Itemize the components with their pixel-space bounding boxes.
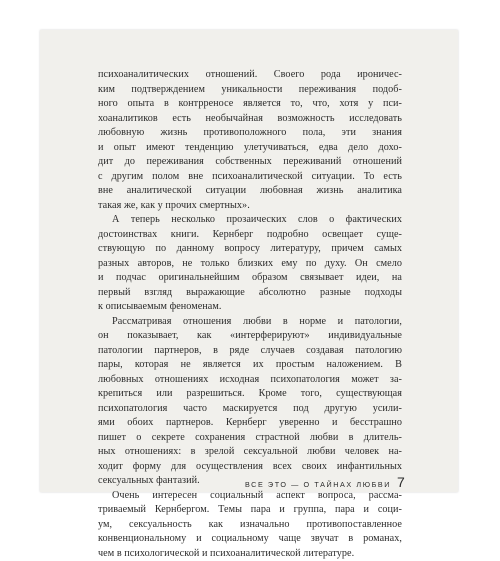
text-line: Рассматривая отношения любви в норме и патологии, (98, 315, 402, 330)
text-line: пары, которая не является их простым наложением. В (98, 358, 402, 373)
text-line: ум, сексуальность как изначально противопоставленное (98, 518, 402, 533)
text-line: триваемый Кернбергом. Темы пара и группа, пара и соци- (98, 503, 402, 518)
page-number: 7 (397, 474, 405, 490)
text-line: любовную жизнь противоположного пола, эти знания (98, 126, 402, 141)
text-line: сексуальных фантазий. (98, 474, 402, 489)
text-line: с другим полом вне психоаналитической ситуации. То есть (98, 170, 402, 185)
text-line: ного опыта в контрреносе является то, что, хотя у пси- (98, 97, 402, 112)
text-line: и опыт имеют тенденцию улетучиваться, едва дело дохо- (98, 141, 402, 156)
text-line: он показывает, как «интерферируют» индивидуальные (98, 329, 402, 344)
text-line: к описываемым феноменам. (98, 300, 402, 315)
text-line: хоаналитиков есть необычайная возможность исследовать (98, 112, 402, 127)
text-line: ким подтверждением уникальности переживания подоб- (98, 83, 402, 98)
text-line: чем в психологической и психоаналитической литературе. (98, 547, 402, 561)
text-line: патологии партнеров, в ряде случаев создавая патологию (98, 344, 402, 359)
running-head: ВСЕ ЭТО — О ТАЙНАХ ЛЮБВИ (245, 480, 391, 489)
text-line: А теперь несколько прозаических слов о фактических (98, 213, 402, 228)
text-line: любовных отношениях исходная психопатология может за- (98, 373, 402, 388)
text-line: Очень интересен социальный аспект вопроса, рассма- (98, 489, 402, 504)
text-line: психопатология часто маскируется под другую усили- (98, 402, 402, 417)
page-footer (245, 474, 415, 494)
text-line: разных авторов, не только близких ему по духу. Он смело (98, 257, 402, 272)
text-line: крепиться или разрешиться. Кроме того, существующая (98, 387, 402, 402)
text-line: такая же, как у прочих смертных». (98, 199, 402, 214)
text-line: вне аналитической ситуации любовная жизнь аналитика (98, 184, 402, 199)
text-line: ных отношениях: в зрелой сексуальной любви человек на- (98, 445, 402, 460)
text-line: достоинствах книги. Кернберг подробно освещает суще- (98, 228, 402, 243)
text-line: конвенциональному и социальному чаще звучат в романах, (98, 532, 402, 547)
text-line: и подчас оригинальнейшим образом связывает идеи, на (98, 271, 402, 286)
text-line: пишет о секрете сохранения страстной любви в длитель- (98, 431, 402, 446)
text-line: ходит форму для осуществления всех своих инфантильных (98, 460, 402, 475)
text-line: ями обоих партнеров. Кернберг уверенно и бесстрашно (98, 416, 402, 431)
text-line: дит до переживания собственных переживаний отношений (98, 155, 402, 170)
book-page (40, 30, 458, 492)
text-line: психоаналитических отношений. Своего рода ироничес- (98, 68, 402, 83)
text-line: первый взгляд выражающие абсолютно разные подходы (98, 286, 402, 301)
text-line: ствующую по данному вопросу литературу, причем самых (98, 242, 402, 257)
